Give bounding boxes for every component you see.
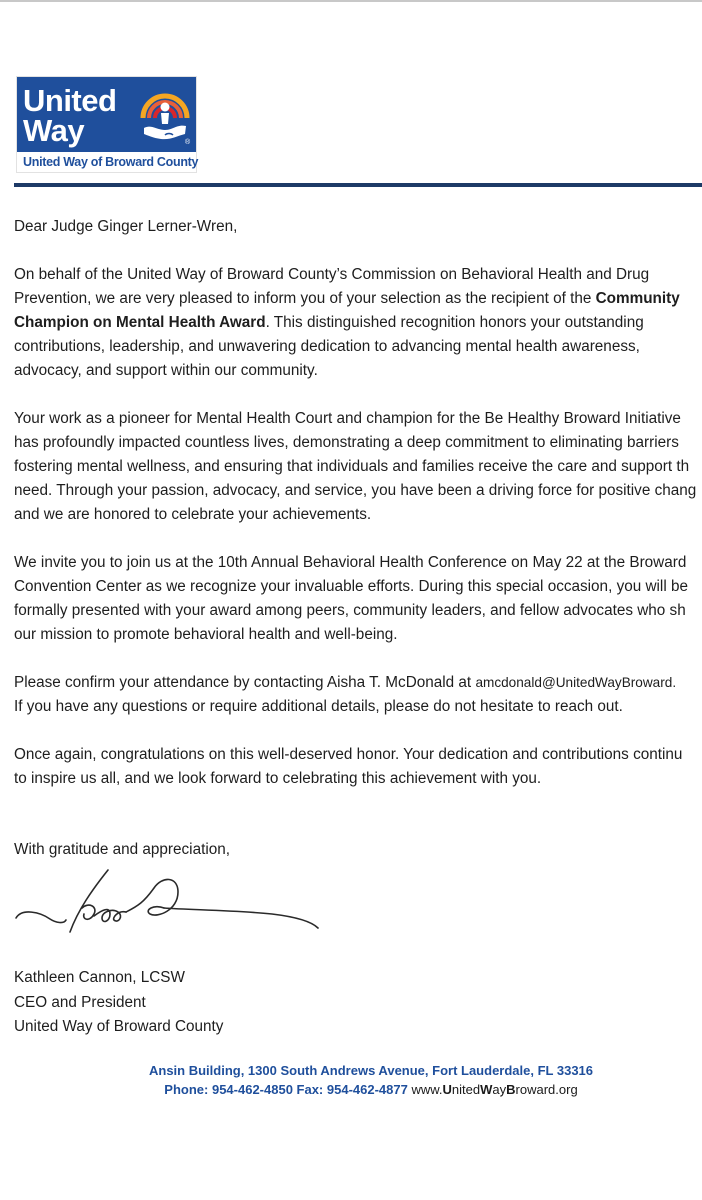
- paragraph-2-line: Your work as a pioneer for Mental Health Court and champion for the Be Healthy Broward Initiative: [14, 410, 681, 427]
- signer-title: CEO and President: [14, 993, 146, 1011]
- footer-address: Ansin Building, 1300 South Andrews Avenue, Fort Lauderdale, FL 33316: [148, 1063, 594, 1078]
- logo-blue-panel: [17, 77, 196, 152]
- paragraph-2-line: fostering mental wellness, and ensuring that individuals and families receive the care and support th: [14, 458, 690, 475]
- paragraph-2-line: need. Through your passion, advocacy, and service, you have been a driving force for positive chang: [14, 482, 697, 499]
- paragraph-2-line: and we are honored to celebrate your achievements.: [14, 506, 372, 523]
- helping-hand-icon: [135, 84, 195, 146]
- paragraph-3-line: Convention Center as we recognize your invaluable efforts. During this special occasion, you will be: [14, 578, 688, 595]
- page-top-edge: [0, 0, 702, 2]
- footer-website-link[interactable]: www.UnitedWayBroward.org: [411, 1082, 578, 1097]
- footer-phone-fax: Phone: 954-462-4850 Fax: 954-462-4877: [164, 1082, 408, 1097]
- logo-word-united: United: [23, 83, 117, 118]
- salutation: Dear Judge Ginger Lerner-Wren,: [14, 218, 238, 235]
- handwritten-signature: [12, 862, 324, 942]
- paragraph-5-line: Once again, congratulations on this well-deserved honor. Your dedication and contributions continu: [14, 746, 683, 763]
- letterhead-divider: [14, 183, 702, 187]
- signer-block: [14, 966, 223, 1040]
- letter-body: [14, 215, 702, 791]
- united-way-logo: [16, 76, 197, 173]
- registered-mark: ®: [185, 139, 191, 146]
- award-name-part: Champion on Mental Health Award: [14, 314, 266, 331]
- footer-contact: [40, 1080, 702, 1099]
- paragraph-3-line: We invite you to join us at the 10th Annual Behavioral Health Conference on May 22 at the Broward: [14, 554, 687, 571]
- award-name-part: Community: [595, 290, 680, 307]
- signer-name: Kathleen Cannon, LCSW: [14, 969, 185, 986]
- paragraph-1-line: contributions, leadership, and unwavering dedication to advancing mental health awareness,: [14, 338, 640, 355]
- paragraph-3-line: our mission to promote behavioral health and well-being.: [14, 626, 398, 643]
- paragraph-3-line: formally presented with your award among peers, community leaders, and fellow advocates who sh: [14, 602, 686, 619]
- paragraph-2-line: has profoundly impacted countless lives, demonstrating a deep commitment to eliminating barriers: [14, 434, 679, 451]
- paragraph-1-line: On behalf of the United Way of Broward County’s Commission on Behavioral Health and Drug: [14, 266, 650, 283]
- closing: With gratitude and appreciation,: [14, 841, 230, 858]
- paragraph-1-line: Champion on Mental Health Award. This distinguished recognition honors your outstanding: [14, 314, 644, 331]
- paragraph-1-line: Prevention, we are very pleased to inform you of your selection as the recipient of the Community: [14, 290, 680, 307]
- paragraph-4-line: Please confirm your attendance by contacting Aisha T. McDonald at amcdonald@UnitedWayBroward.: [14, 674, 677, 691]
- paragraph-4-line: If you have any questions or require additional details, please do not hesitate to reach out.: [14, 698, 623, 715]
- logo-word-way: Way: [23, 113, 85, 148]
- logo-subtitle: United Way of Broward County: [23, 155, 199, 169]
- signer-organization: United Way of Broward County: [14, 1018, 224, 1035]
- paragraph-1-line: advocacy, and support within our community.: [14, 362, 318, 379]
- paragraph-5-line: to inspire us all, and we look forward to celebrating this achievement with you.: [14, 770, 542, 787]
- contact-email-link[interactable]: amcdonald@UnitedWayBroward.: [475, 675, 677, 690]
- letter-footer: [0, 1061, 702, 1099]
